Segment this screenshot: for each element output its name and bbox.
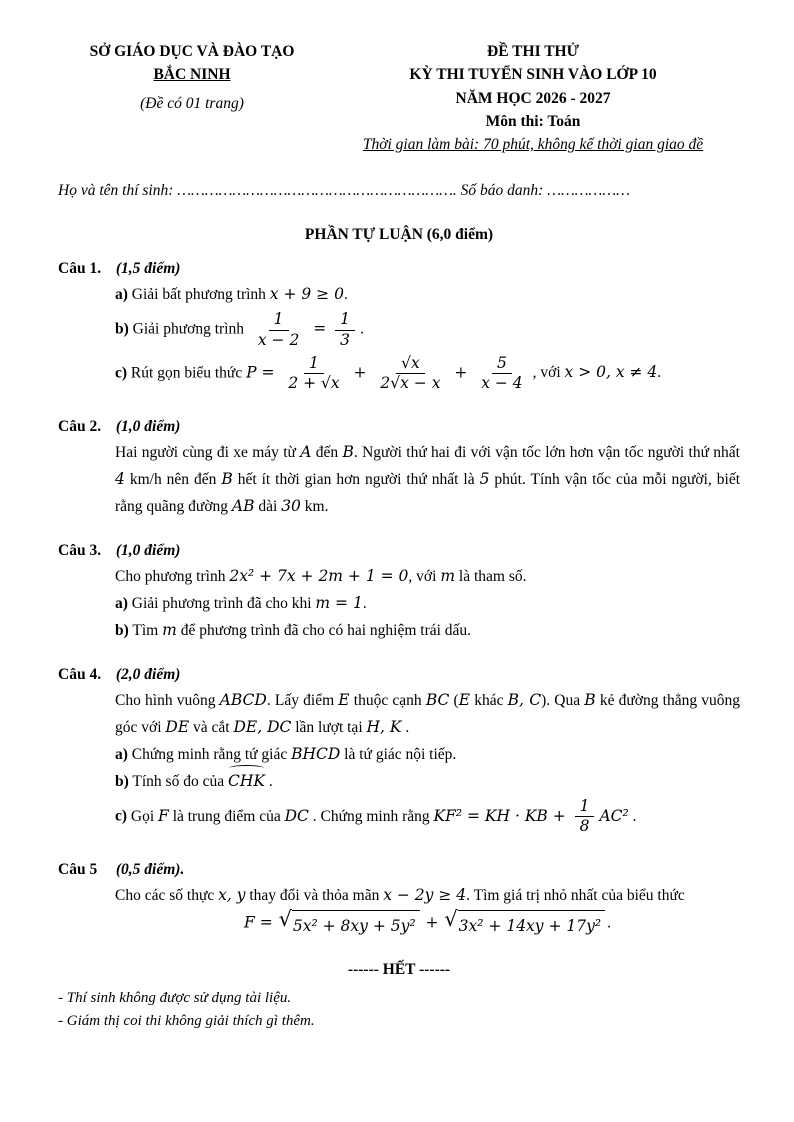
- item-c-text: Gọi F là trung điểm của DC . Chứng minh rằng KF² = KH · KB +: [130, 806, 566, 825]
- item-a-label: a): [115, 286, 128, 304]
- footer-note-2: - Giám thị coi thi không giải thích gì thêm.: [58, 1013, 315, 1030]
- question-4-body: [115, 687, 740, 839]
- item-b-text: Tính số đo của CHK .: [132, 773, 272, 790]
- question-1-body: [115, 281, 740, 396]
- question-1-item-a: [115, 281, 740, 308]
- question-1-points: (1,5 điểm): [115, 260, 181, 278]
- fraction: [283, 354, 344, 394]
- plus-sign: +: [425, 913, 439, 932]
- item-b-label: b): [115, 320, 129, 338]
- radicand: 3x² + 14xy + 17y²: [458, 910, 605, 939]
- question-3-label: Câu 3.: [58, 541, 102, 559]
- department-name: SỞ GIÁO DỤC VÀ ĐÀO TẠO: [89, 43, 295, 60]
- sqrt-expression: [278, 906, 420, 939]
- subject-line: Môn thi: Toán: [485, 112, 581, 130]
- header-left-block: [58, 40, 326, 156]
- item-c-condition: , với x > 0, x ≠ 4.: [532, 363, 662, 382]
- radical-sign: √: [444, 906, 458, 931]
- item-b-label: b): [115, 621, 129, 639]
- question-1: [58, 260, 740, 396]
- denominator: 2√x − x: [380, 374, 441, 393]
- denominator: x − 4: [481, 374, 523, 393]
- question-1-item-c: [115, 352, 740, 396]
- item-b-text: Giải phương trình: [132, 320, 244, 338]
- question-4-intro: Cho hình vuông ABCD. Lấy điểm E thuộc cạnh BC (E khác B, C). Qua B kẻ đường thẳng vuông góc với DE và cắt DE, DC lần lượt tại H, K .: [115, 690, 740, 736]
- question-5-label: Câu 5: [58, 860, 98, 878]
- expression-lhs: P =: [246, 363, 275, 382]
- denominator: 8: [579, 817, 590, 836]
- numerator: 1: [575, 797, 595, 817]
- question-2-points: (1,0 điểm): [115, 417, 181, 435]
- denominator: 2 + √x: [288, 374, 340, 393]
- equals-sign: =: [313, 319, 327, 338]
- exam-type: ĐỀ THI THỬ: [487, 43, 579, 60]
- item-a-label: a): [115, 746, 128, 764]
- question-4-points: (2,0 điểm): [115, 665, 181, 683]
- question-5-body: [115, 882, 740, 939]
- page-count-note: (Đề có 01 trang): [140, 94, 244, 112]
- plus-sign: +: [454, 363, 468, 382]
- exam-header: [58, 40, 740, 156]
- item-a-label: a): [115, 594, 128, 612]
- candidate-line: [58, 182, 740, 200]
- question-5-formula: [115, 906, 740, 939]
- radicand: 5x² + 8xy + 5y²: [292, 910, 420, 939]
- item-a-text: Giải phương trình đã cho khi m = 1.: [131, 593, 367, 612]
- exam-name: KỲ THI TUYỂN SINH VÀO LỚP 10: [409, 66, 657, 84]
- fraction: [575, 797, 595, 837]
- question-5-head: [58, 861, 740, 879]
- candidate-id-blank: ………………: [547, 182, 630, 200]
- numerator: 1: [335, 310, 355, 330]
- fraction: [476, 354, 527, 394]
- fraction: [335, 310, 355, 350]
- question-5-points: (0,5 điểm).: [115, 860, 185, 878]
- question-4-head: [58, 666, 740, 684]
- question-2: [58, 418, 740, 520]
- denominator: x − 2: [257, 330, 300, 349]
- question-3-head: [58, 542, 740, 560]
- item-b-text: Tìm m để phương trình đã cho có hai nghiệm trái dấu.: [132, 620, 472, 639]
- province-name: BẮC NINH: [153, 66, 231, 84]
- period: .: [359, 320, 364, 338]
- candidate-name-blank: …………………………………………………….: [177, 182, 457, 200]
- item-c-label: c): [115, 807, 128, 825]
- radical-sign: √: [278, 906, 292, 931]
- question-4-item-a: [115, 741, 740, 768]
- candidate-name-label: Họ và tên thí sinh:: [58, 182, 174, 200]
- item-c-label: c): [115, 364, 128, 382]
- question-3-points: (1,0 điểm): [115, 541, 181, 559]
- question-3-intro: Cho phương trình 2x² + 7x + 2m + 1 = 0, với m là tham số.: [115, 566, 527, 585]
- plus-sign: +: [353, 363, 367, 382]
- question-4-item-c: [115, 795, 740, 839]
- section-title: PHẦN TỰ LUẬN (6,0 điểm): [304, 226, 494, 244]
- question-1-item-b: [115, 308, 740, 352]
- fraction: [253, 310, 304, 350]
- question-1-label: Câu 1.: [58, 260, 102, 278]
- numerator: 5: [492, 354, 512, 374]
- denominator: 3: [340, 330, 350, 349]
- numerator: √x: [396, 354, 425, 374]
- sqrt-expression: [444, 906, 605, 939]
- item-c-text: Rút gọn biểu thức: [130, 364, 243, 382]
- header-right-block: [326, 40, 740, 156]
- question-2-label: Câu 2.: [58, 417, 102, 435]
- item-a-text: Chứng minh rằng tứ giác BHCD là tứ giác nội tiếp.: [131, 745, 457, 764]
- question-5: [58, 861, 740, 939]
- duration-line: Thời gian làm bài: 70 phút, không kể thời gian giao đề: [362, 136, 704, 153]
- question-4-label: Câu 4.: [58, 665, 102, 683]
- end-marker: ------ HẾT ------: [347, 960, 451, 978]
- numerator: 1: [269, 310, 289, 330]
- school-year: NĂM HỌC 2026 - 2027: [455, 89, 611, 107]
- item-b-label: b): [115, 773, 129, 791]
- formula-lhs: F =: [244, 913, 273, 932]
- question-2-head: [58, 418, 740, 436]
- question-2-text: Hai người cùng đi xe máy từ A đến B. Người thứ hai đi với vận tốc lớn hơn vận tốc người thứ nhất 4 km/h nên đến B hết ít thời gian hơn người thứ nhất là 5 phút. Tính vận tốc của mỗi người, biết rằng quãng đường AB dài 30 km.: [115, 442, 740, 515]
- question-5-text: Cho các số thực x, y thay đổi và thỏa mãn x − 2y ≥ 4. Tìm giá trị nhỏ nhất của biểu thức: [115, 885, 685, 904]
- fraction: [375, 354, 445, 394]
- question-3: [58, 542, 740, 644]
- period: .: [607, 914, 611, 932]
- numerator: 1: [304, 354, 324, 374]
- candidate-id-label: Số báo danh:: [460, 182, 544, 200]
- item-a-text: Giải bất phương trình x + 9 ≥ 0.: [131, 285, 348, 304]
- footer-note-1: - Thí sinh không được sử dụng tài liệu.: [58, 989, 292, 1006]
- question-4: [58, 666, 740, 839]
- question-3-item-a: [115, 590, 740, 617]
- question-2-body: [115, 439, 740, 520]
- question-1-head: [58, 260, 740, 278]
- item-c-tail: AC² .: [599, 806, 637, 825]
- question-3-body: [115, 563, 740, 644]
- question-3-item-b: [115, 617, 740, 644]
- question-4-item-b: [115, 768, 740, 795]
